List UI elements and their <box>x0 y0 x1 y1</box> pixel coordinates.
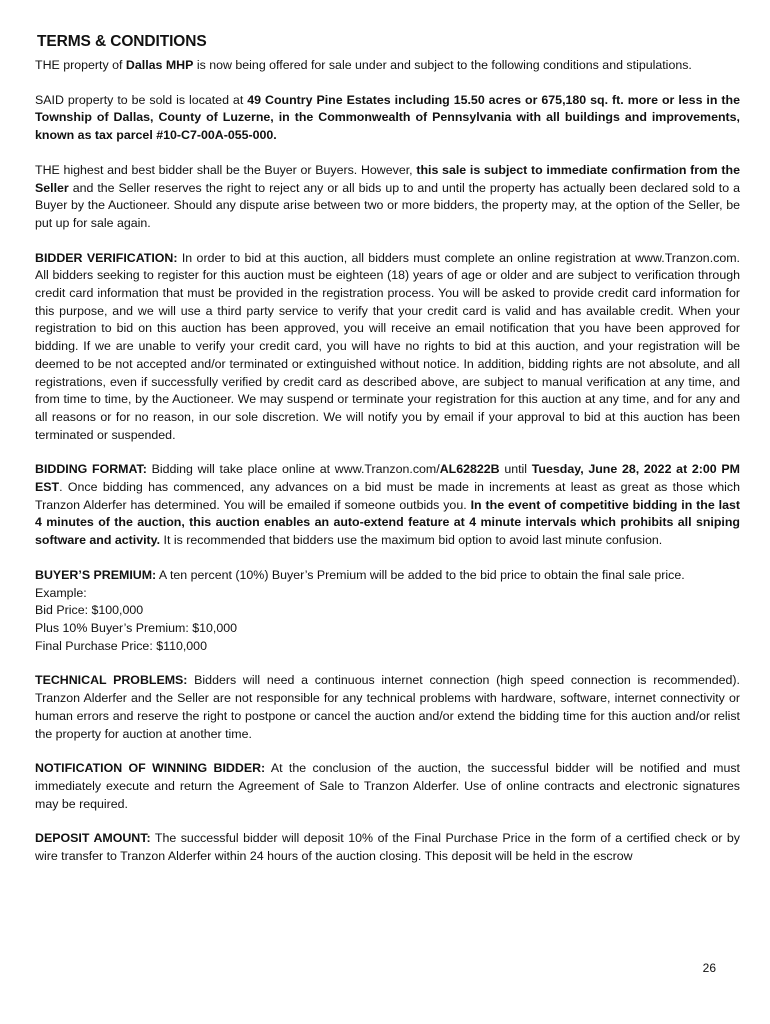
example-line: Bid Price: $100,000 <box>35 603 144 618</box>
bidder-verification-section: BIDDER VERIFICATION: In order to bid at this auction, all bidders must complete an online registration at www.Tranzon.com. All bidders seeking to register for this auction must be eighteen (18) years of age or older and are subject to verification through credit card information that must be provided in the registration process. You will be asked to provide credit card information for this purpose, and we will use a third party service to verify that your credit card is valid and has available credit. When your registration to bid on this auction has been approved, you will receive an email notification that you have been approved for bidding. If we are unable to verify your credit card, you will have no rights to bid at this auction, and your registration will be deemed to be not accepted and/or terminated or extinguished without notice. In addition, bidding rights are not absolute, and all registrations, even if successfully verified by credit card as described above, are subject to manual verification at any time, and from time to time, by the Auctioneer. We may suspend or terminate your registration for this auction at any time, and for any and all reasons or for no reason, in our sole discretion. We will notify you by email if your approval to bid at this auction has been terminated or suspended. <box>35 250 740 442</box>
buyers-premium-section: BUYER’S PREMIUM: A ten percent (10%) Buyer’s Premium will be added to the bid price to obtain the final sale price. Example: Bid Price: $100,000 Plus 10% Buyer’s Premium: $10,000 Final Purchase Price: $110,000 <box>35 567 740 656</box>
auction-code: AL62822B <box>439 462 500 477</box>
bidding-format-section: BIDDING FORMAT: Bidding will take place online at www.Tranzon.com/AL62822B until Tuesday, June 28, 2022 at 2:00 PM EST. Once bidding has commenced, any advances on a bid must be made in increments at least as great as those which Tranzon Alderfer has determined. You will be emailed if someone outbids you. In the event of competitive bidding in the last 4 minutes of the auction, this auction enables an auto-extend feature at 4 minute intervals which prohibits all sniping software and activity. It is recommended that bidders use the maximum bid option to avoid last minute confusion. <box>35 462 741 548</box>
example-line: Final Purchase Price: $110,000 <box>35 638 207 653</box>
section-heading: NOTIFICATION OF WINNING BIDDER: <box>35 761 266 776</box>
technical-problems-section: TECHNICAL PROBLEMS: Bidders will need a continuous internet connection (high speed connection is recommended). Tranzon Alderfer and the Seller are not responsible for any technical problems with hardware, software, internet connectivity or human errors and reserve the right to postpone or cancel the auction and/or extend the bidding time for this auction and/or relist the property for auction at another time. <box>35 673 740 741</box>
auction-end-date: Tuesday, June 28, 2022 at 2:00 PM EST <box>35 462 740 495</box>
intro-paragraph: THE property of Dallas MHP is now being offered for sale under and subject to the following conditions and stipulations. <box>35 58 692 72</box>
section-heading: BIDDER VERIFICATION: <box>35 250 178 265</box>
winning-bidder-section: NOTIFICATION OF WINNING BIDDER: At the conclusion of the auction, the successful bidder will be notified and must immediately execute and return the Agreement of Sale to Tranzon Alderfer. Use of online contracts and electronic signatures may be required. <box>35 761 740 811</box>
section-heading: BUYER’S PREMIUM: <box>35 567 157 582</box>
property-name: Dallas MHP <box>125 58 194 72</box>
section-heading: TECHNICAL PROBLEMS: <box>35 673 188 688</box>
bidder-rule-paragraph: THE highest and best bidder shall be the Buyer or Buyers. However, this sale is subject to immediate confirmation from the Seller and the Seller reserves the right to reject any or all bids up to and until the property has actually been declared sold to a Buyer by the Auctioneer. Should any dispute arise between two or more bidders, the property may, at the option of the Seller, be put up for sale again. <box>35 162 740 230</box>
property-location: 49 Country Pine Estates including 15.50 acres or 675,180 sq. ft. more or less in the Township of Dallas, County of Luzerne, in the Commonwealth of Pennsylvania with all buildings and improvements, known as tax parcel #10-C7-00A-055-000. <box>35 92 741 143</box>
location-paragraph: SAID property to be sold is located at 49 Country Pine Estates including 15.50 acres or 675,180 sq. ft. more or less in the Township of Dallas, County of Luzerne, in the Commonwealth of Pennsylvania with all buildings and improvements, known as tax parcel #10-C7-00A-055-000. <box>35 92 741 143</box>
example-line: Plus 10% Buyer’s Premium: $10,000 <box>35 620 238 635</box>
section-heading: BIDDING FORMAT: <box>35 462 147 477</box>
page-title: TERMS & CONDITIONS <box>37 33 207 50</box>
page-number: 26 <box>702 961 716 975</box>
terms-document <box>35 32 740 866</box>
deposit-amount-section: DEPOSIT AMOUNT: The successful bidder will deposit 10% of the Final Purchase Price in the form of a certified check or by wire transfer to Tranzon Alderfer within 24 hours of the auction closing. This deposit will be held in the escrow <box>35 831 740 864</box>
section-heading: DEPOSIT AMOUNT: <box>35 831 151 846</box>
premium-example: Example: Bid Price: $100,000 Plus 10% Buyer’s Premium: $10,000 Final Purchase Price: $110,000 <box>35 585 740 656</box>
